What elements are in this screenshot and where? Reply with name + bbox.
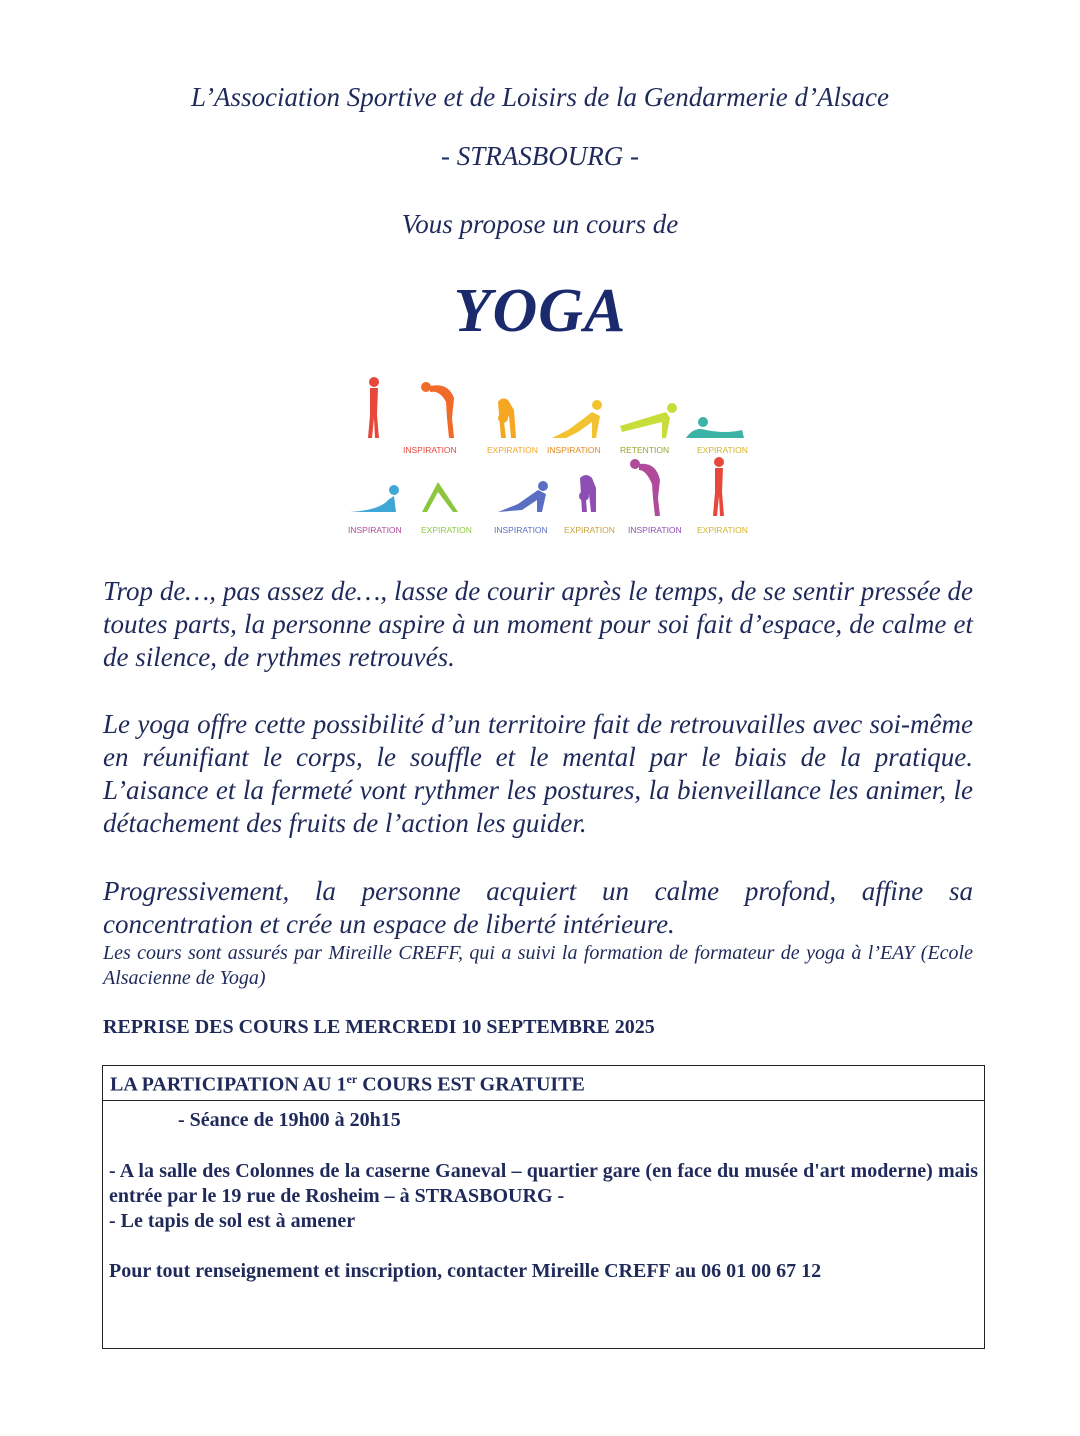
intro-paragraph: Trop de…, pas assez de…, lasse de courir après le temps, de se sentir pressée de toutes parts, la personne aspire à un moment pour soi fait d’espace, de calme et de silence, de rythmes retrouvés. [103,576,973,672]
city-name: - STRASBOURG - [441,141,639,171]
header-superscript: er [346,1072,358,1086]
pose-backbend-icon [421,382,454,438]
association-name: L’Association Sportive et de Loisirs de la Gendarmerie d’Alsace [191,82,889,112]
instructor-paragraph: Les cours sont assurés par Mireille CREFF, qui a suivi la formation de formateur de yoga à l’EAY (Ecole Alsacienne de Yoga) [103,942,973,989]
propose-text: Vous propose un cours de [401,209,679,239]
restart-date: REPRISE DES COURS LE MERCREDI 10 SEPTEMBRE 2025 [103,1016,655,1038]
pose-standing-2-icon [713,457,724,516]
pose-downward-dog-icon [422,482,458,512]
header-text-end: COURS EST GRATUITE [357,1073,585,1096]
session-time: - Séance de 19h00 à 20h15 [178,1109,401,1131]
label-row2-1: INSPIRATION [348,525,402,535]
label-row1-2: EXPIRATION [487,445,538,455]
info-box-header [103,1066,984,1101]
header-text-start: LA PARTICIPATION AU 1 [110,1073,347,1096]
pose-plank-icon [620,403,677,438]
mat-note: - Le tapis de sol est à amener [109,1210,356,1232]
label-row2-3: INSPIRATION [494,525,548,535]
pose-forward-fold-2-icon [579,475,596,512]
contact-info: Pour tout renseignement et inscription, contacter Mireille CREFF au 06 01 00 67 12 [109,1260,822,1282]
benefits-paragraph: Progressivement, la personne acquiert un calme profond, affine sa concentration et crée un espace de liberté intérieure. [103,876,973,939]
pose-cobra-2-icon [350,485,399,512]
label-row1-4: RETENTION [620,445,670,455]
label-row2-2: EXPIRATION [421,525,472,535]
sun-salutation-illustration [330,360,770,545]
yoga-description-paragraph: Le yoga offre cette possibilité d’un territoire fait de retrouvailles avec soi-même en réunifiant le corps, le souffle et le mental par le biais de la pratique. L’aisance et la fermeté vont rythmer les postures, la bienveillance les animer, le détachement des fruits de l’action les guider. [103,709,973,838]
label-row2-6: EXPIRATION [697,525,748,535]
label-row2-5: INSPIRATION [628,525,682,535]
page-title: YOGA [453,277,627,345]
pose-forward-fold-icon [498,398,516,438]
label-row1-1: INSPIRATION [403,445,457,455]
pose-lunge-icon [552,400,602,438]
pose-standing-icon [368,377,379,438]
pose-backbend-2-icon [630,459,660,516]
yoga-poses-svg [330,360,770,545]
location-text: - A la salle des Colonnes de la caserne Ganeval – quartier gare (en face du musée d'art moderne) mais entrée par le 19 rue de Rosheim – à STRASBOURG - [109,1160,978,1207]
pose-lunge-2-icon [498,481,548,512]
pose-cobra-icon [686,417,744,438]
label-row2-4: EXPIRATION [564,525,615,535]
info-box [102,1065,985,1349]
label-row1-5: EXPIRATION [697,445,748,455]
label-row1-3: INSPIRATION [547,445,601,455]
